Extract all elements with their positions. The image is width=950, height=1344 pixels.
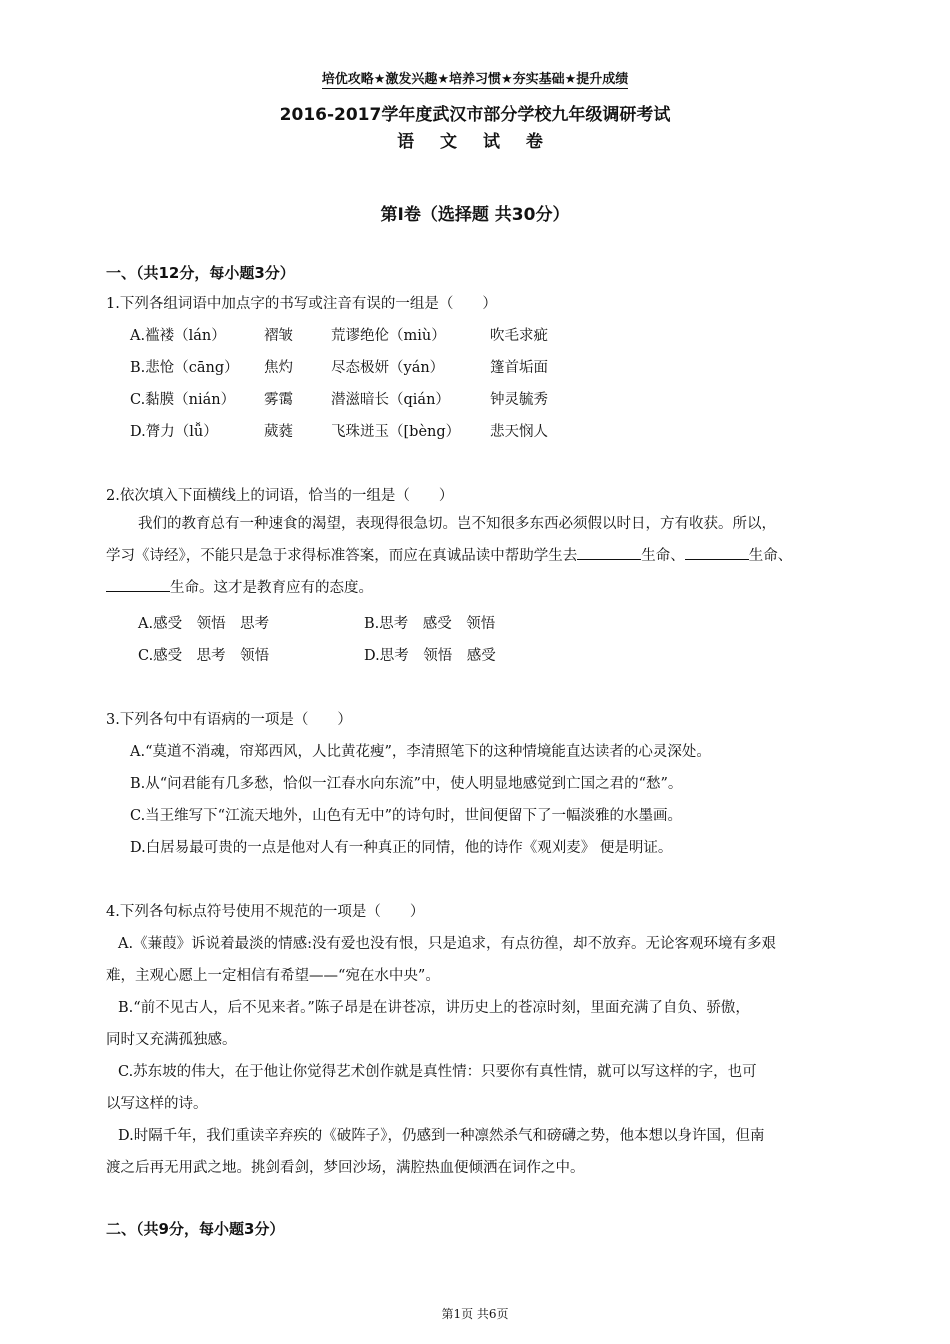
- q1-b-2: 焦灼: [264, 360, 293, 376]
- q1-d-2: 葳蕤: [264, 424, 293, 440]
- q3-option-b: B.从“问君能有几多愁，恰似一江春水向东流”中，使人明显地感觉到亡国之君的“愁”。: [130, 776, 683, 792]
- q4-option-b-line1: B.“前不见古人，后不见来者。”陈子昂是在讲苍凉，讲历史上的苍凉时刻，里面充满了自负、骄傲，: [118, 1000, 750, 1016]
- q2-passage-text-4: 生命。这才是教育应有的态度。: [170, 580, 373, 596]
- q4-option-b-line2: 同时又充满孤独感。: [106, 1032, 237, 1048]
- q4-option-a-line1: A.《蒹葭》诉说着最淡的情感:没有爱也没有恨，只是追求，有点彷徨，却不放弃。无论客观环境有多艰: [118, 936, 776, 952]
- q4-option-c-line1: C.苏东坡的伟大，在于他让你觉得艺术创作就是真性情：只要你有真性情，就可以写这样的字，也可: [118, 1064, 757, 1080]
- page-number: 第1页 共6页: [441, 1307, 509, 1321]
- q2-passage-line2: [106, 540, 792, 572]
- q2-option-d: D.思考 领悟 感受: [364, 648, 496, 664]
- q3-option-a: A.“莫道不消魂，帘郑西风，人比黄花瘦”，李清照笔下的这种情境能直达读者的心灵深处。: [130, 744, 711, 760]
- q1-stem: 1.下列各组词语中加点字的书写或注音有误的一组是（ ）: [106, 296, 497, 312]
- q2-option-c: C.感受 思考 领悟: [138, 648, 270, 664]
- q1-c-4: 钟灵毓秀: [490, 392, 548, 408]
- section1-heading: 一、（共12分，每小题3分）: [106, 264, 295, 282]
- q2-blank-2: [685, 545, 749, 560]
- q2-option-b: B.思考 感受 领悟: [364, 616, 496, 632]
- q2-passage-text-3: 生命、: [748, 548, 793, 564]
- q4-stem: 4.下列各句标点符号使用不规范的一项是（ ）: [106, 904, 425, 920]
- q4-option-d-line1: D.时隔千年，我们重读辛弃疾的《破阵子》，仍感到一种凛然杀气和磅礴之势，他本想以身许国，但南: [118, 1128, 765, 1144]
- q1-b-3: 尽态极妍（yán）: [331, 360, 445, 376]
- q4-option-a-line2: 难，主观心愿上一定相信有希望——“宛在水中央”。: [106, 968, 440, 984]
- q1-a-3: 荒谬绝伦（miù）: [331, 328, 446, 344]
- q2-blank-1: [577, 545, 641, 560]
- q4-option-c-line2: 以写这样的诗。: [106, 1096, 208, 1112]
- q1-a-2: 褶皱: [264, 328, 293, 344]
- q3-stem: 3.下列各句中有语病的一项是（ ）: [106, 712, 352, 728]
- banner-text: 培优攻略★激发兴趣★培养习惯★夯实基础★提升成绩: [321, 72, 629, 87]
- q3-option-d: D.白居易最可贵的一点是他对人有一种真正的同情，他的诗作《观刈麦》 便是明证。: [130, 840, 673, 856]
- q2-option-a: A.感受 领悟 思考: [138, 616, 270, 632]
- q1-b-4: 篷首垢面: [490, 360, 548, 376]
- q2-passage-line1: 我们的教育总有一种速食的渴望，表现得很急切。岂不知很多东西必须假以时日，方有收获。所以，: [138, 516, 776, 532]
- q1-b-1: B.悲怆（cāng）: [130, 360, 239, 376]
- section2-heading: 二、（共9分，每小题3分）: [106, 1220, 285, 1238]
- q1-d-4: 悲天悯人: [490, 424, 548, 440]
- exam-title: 2016-2017学年度武汉市部分学校九年级调研考试: [279, 105, 671, 125]
- q2-stem: 2.依次填入下面横线上的词语，恰当的一组是（ ）: [106, 488, 454, 504]
- q2-passage-text: 学习《诗经》，不能只是急于求得标准答案，而应在真诚品读中帮助学生去: [106, 548, 578, 564]
- q4-option-d-line2: 渡之后再无用武之地。挑剑看剑，梦回沙场，满腔热血便倾洒在词作之中。: [106, 1160, 585, 1176]
- q1-a-4: 吹毛求疵: [490, 328, 548, 344]
- q1-d-3: 飞珠迸玉（[bèng）: [331, 424, 461, 440]
- q2-passage-line3: [106, 572, 373, 604]
- q1-a-1: A.褴褛（lán）: [130, 328, 226, 344]
- exam-subject: 语 文 试 卷: [397, 132, 553, 152]
- volume-heading: 第Ⅰ卷（选择题 共30分）: [380, 205, 570, 225]
- q1-c-1: C.黏膜（nián）: [130, 392, 236, 408]
- q2-blank-3: [106, 577, 170, 592]
- q3-option-c: C.当王维写下“江流天地外，山色有无中”的诗句时，世间便留下了一幅淡雅的水墨画。: [130, 808, 683, 824]
- q2-passage-text-2: 生命、: [641, 548, 685, 564]
- q1-c-2: 雾霭: [264, 392, 293, 408]
- banner: [0, 68, 950, 87]
- q1-c-3: 潜滋暗长（qián）: [331, 392, 450, 408]
- q1-d-1: D.膂力（lǚ）: [130, 424, 218, 440]
